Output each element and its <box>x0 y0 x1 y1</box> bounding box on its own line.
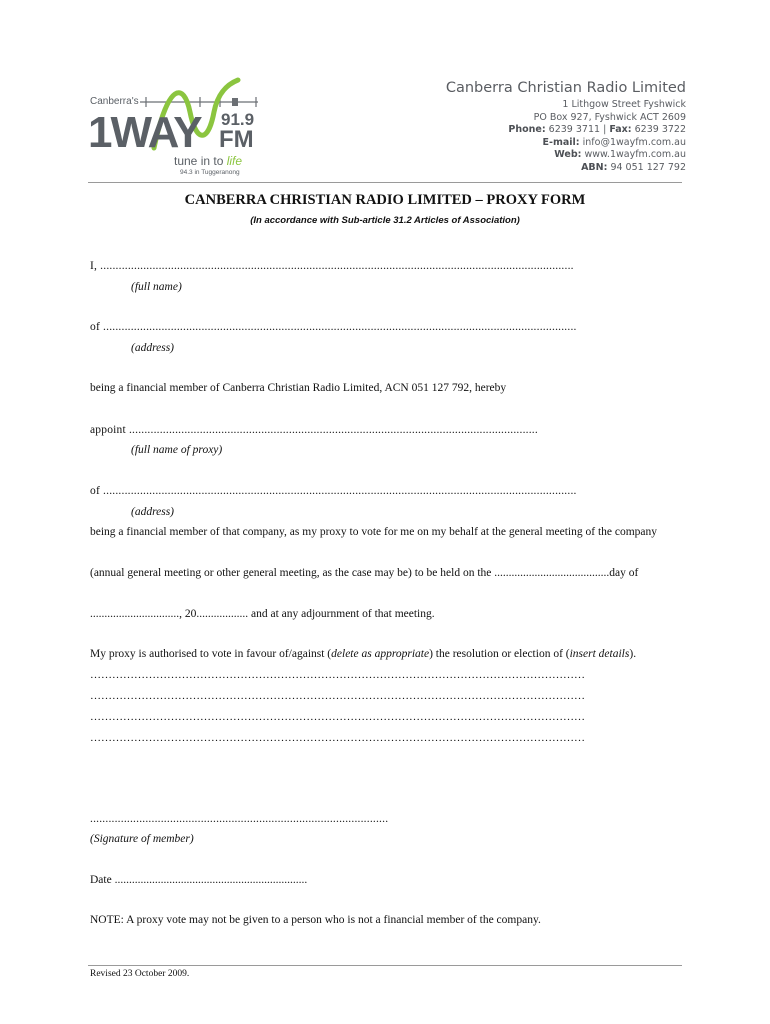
date-field[interactable]: Date ................................................................... <box>90 874 308 886</box>
authorisation-sentence <box>90 648 636 660</box>
address-field-1[interactable]: of .......................................................................................................................................................... <box>90 321 577 333</box>
web-address[interactable]: www.1wayfm.com.au <box>584 149 686 160</box>
logo-tagline <box>174 154 242 168</box>
proxy-name-field[interactable]: appoint ..................................................................................................................................... <box>90 424 538 436</box>
web-label: Web: <box>554 149 582 160</box>
detail-line-4[interactable]: ……………………………………………………………………………………………………………………… <box>90 732 585 744</box>
signature-field[interactable]: ................................................................................................. <box>90 813 389 825</box>
logo-band: FM <box>219 126 254 153</box>
abn-number: 94 051 127 792 <box>610 161 686 173</box>
abn-label: ABN: <box>581 161 608 173</box>
logo-note: 94.3 in Tuggeranong <box>180 169 240 176</box>
revised-date: Revised 23 October 2009. <box>90 969 190 979</box>
email-row <box>446 137 686 150</box>
company-name: Canberra Christian Radio Limited <box>445 80 686 96</box>
authorisation-end: ). <box>629 648 637 660</box>
authorisation-start: My proxy is authorised to vote in favour of/against ( <box>90 648 332 660</box>
web-row <box>446 149 686 162</box>
proxy-name-label: (full name of proxy) <box>131 444 223 456</box>
phone-label: Phone: <box>508 124 546 135</box>
street-address: 1 Lithgow Street Fyshwick <box>562 99 686 110</box>
detail-line-1[interactable]: ……………………………………………………………………………………………………………………… <box>90 669 585 681</box>
authorisation-mid: ) the resolution or election of ( <box>429 648 570 660</box>
full-name-label: (full name) <box>131 281 182 293</box>
delete-as-appropriate: delete as appropriate <box>331 648 430 660</box>
detail-line-2[interactable]: ……………………………………………………………………………………………………………………… <box>90 690 585 702</box>
meeting-year-field[interactable]: ..............................., 20.................. and at any adjournment of that meeting. <box>90 608 435 620</box>
contact-block <box>446 80 686 174</box>
po-box: PO Box 927, Fyshwick ACT 2609 <box>533 111 686 123</box>
note-text: NOTE: A proxy vote may not be given to a person who is not a financial member of the company. <box>90 914 541 926</box>
insert-details: insert details <box>569 648 630 660</box>
phone-number: 6239 3711 <box>548 124 601 135</box>
phone-fax-separator: | <box>603 124 607 135</box>
form-title: CANBERRA CHRISTIAN RADIO LIMITED – PROXY FORM <box>184 192 586 208</box>
logo-prefix: Canberra's <box>90 96 139 107</box>
footer-divider <box>88 965 682 966</box>
meeting-date-field[interactable]: (annual general meeting or other general meeting, as the case may be) to be held on the ........................................day of <box>90 567 639 579</box>
fax-number: 6239 3722 <box>634 124 686 135</box>
full-name-field[interactable]: I, .......................................................................................................................................................... <box>90 260 574 272</box>
logo-tagline-start: tune in to <box>174 154 227 168</box>
email-address[interactable]: info@1wayfm.com.au <box>582 136 686 148</box>
email-label: E-mail: <box>542 136 580 148</box>
logo-frequency: 91.9 <box>221 110 255 129</box>
1wayfm-logo <box>88 72 278 182</box>
form-subtitle: (In accordance with Sub-article 31.2 Articles of Association) <box>250 215 520 226</box>
header-divider <box>88 182 682 183</box>
logo-tagline-accent: life <box>226 154 243 168</box>
address-label-1: (address) <box>131 342 175 354</box>
fax-label: Fax: <box>609 124 632 135</box>
detail-line-3[interactable]: ……………………………………………………………………………………………………………………… <box>90 711 585 723</box>
logo-brand: 1WAY <box>88 108 201 157</box>
address-field-2[interactable]: of .......................................................................................................................................................... <box>90 485 577 497</box>
abn-row <box>446 162 686 175</box>
phone-fax-row <box>446 124 686 137</box>
member-sentence: being a financial member of Canberra Christian Radio Limited, ACN 051 127 792, hereby <box>90 382 507 394</box>
address-label-2: (address) <box>131 506 175 518</box>
signature-label: (Signature of member) <box>90 833 194 845</box>
proxy-sentence: being a financial member of that company, as my proxy to vote for me on my behalf at the general meeting of the company <box>90 526 658 538</box>
